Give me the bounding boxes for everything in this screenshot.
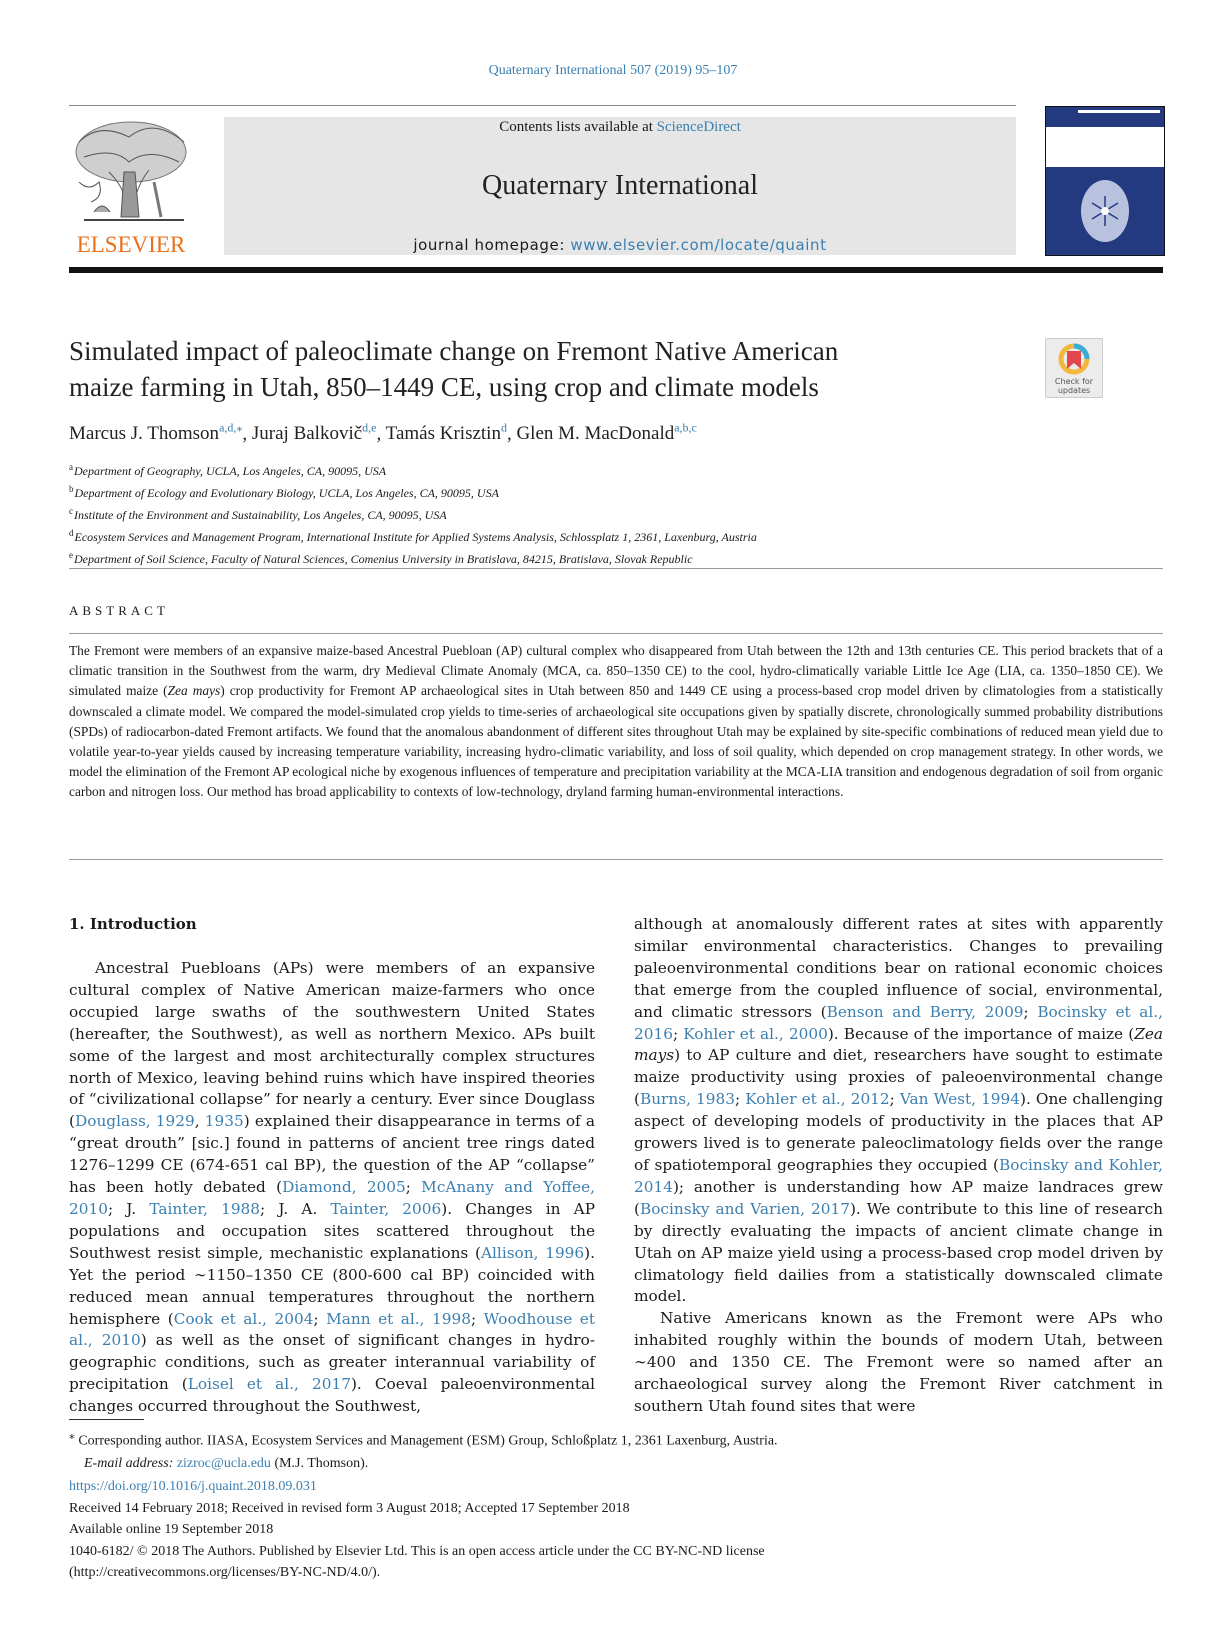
citation-link[interactable]: Mann et al., 1998 xyxy=(326,1309,471,1328)
citation-link[interactable]: Burns, 1983 xyxy=(639,1090,735,1109)
divider xyxy=(69,568,1163,569)
footnote xyxy=(69,1425,778,1475)
author[interactable]: Glen M. MacDonald$^{a,b,c}$ xyxy=(516,421,697,445)
svg-text:updates: updates xyxy=(1057,386,1091,395)
elsevier-wordmark: ELSEVIER xyxy=(76,232,186,257)
citation-link[interactable]: McAnany and Yoffee, 2010 xyxy=(69,1178,596,1218)
affiliation-item: $^c$Institute of the Environment and Sustainability, Los Angeles, CA, 90095, USA xyxy=(69,506,447,522)
body-column-left xyxy=(69,958,595,1418)
license-line-2[interactable]: (http://creativecommons.org/licenses/BY-NC-ND/4.0/). xyxy=(69,1565,381,1580)
citation-link[interactable]: Benson and Berry, 2009 xyxy=(826,1002,1024,1021)
author-list: Marcus J. Thomson$^{a,d,⁎}$, Juraj Balkovič$^{d,e}$, Tamás Krisztin$^d$, Glen M. MacDonald$^{a,b,c}$ xyxy=(69,421,697,445)
paragraph: Native Americans known as the Fremont were APs who inhabited roughly within the bounds of modern Utah, between ∼400 and 1350 CE. The Fremont were so named after an archaeological survey along the Fremont River catchment in southern Utah found sites that were xyxy=(634,1309,1163,1415)
contents-line xyxy=(224,119,1016,136)
inqua-seal-icon xyxy=(1081,180,1129,242)
divider xyxy=(69,859,1163,860)
affiliation-item: $^a$Department of Geography, UCLA, Los Angeles, CA, 90095, USA xyxy=(69,462,387,478)
homepage-prefix: journal homepage: xyxy=(413,236,571,254)
elsevier-tree-icon xyxy=(69,112,194,257)
received-dates: Received 14 February 2018; Received in revised form 3 August 2018; Accepted 17 September 2018 xyxy=(69,1500,630,1516)
citation-link[interactable]: Van West, 1994 xyxy=(899,1090,1020,1109)
title-line-2: maize farming in Utah, 850–1449 CE, using crop and climate models xyxy=(69,372,819,402)
header-thick-divider xyxy=(69,267,1163,273)
divider xyxy=(69,633,1163,634)
svg-text:Check for: Check for xyxy=(1054,377,1094,386)
citation-link[interactable]: Bocinsky et al., 2016 xyxy=(634,1002,1163,1043)
top-divider xyxy=(69,105,1016,106)
cover-title-band xyxy=(1046,127,1164,167)
paragraph: Ancestral Puebloans (APs) were members of an expansive cultural complex of Native American maize-farmers who once occupied large swaths of the southwestern United States (hereafter, the Southwest), as well as northern Mexico. APs built some of the largest and most architecturally complex structures north of Mexico, leaving behind ruins which have inspired theories of “civilizational collapse” for nearly a century. Ever since Douglass (Douglass, 1929, 1935) explained their disappearance in terms of a “great drouth” [sic.] found in patterns of ancient tree rings dated 1276–1299 CE (674-651 cal BP), the question of the AP “collapse” has been hotly debated (Diamond, 2005; McAnany and Yoffee, 2010; J. Tainter, 1988; J. A. Tainter, 2006). Changes in AP populations and occupation sites scattered throughout the Southwest resist simple, mechanistic explanations (Allison, 1996). Yet the period ∼1150–1350 CE (800-600 cal BP) coincided with reduced mean annual temperatures throughout the northern hemisphere (Cook et al., 2004; Mann et al., 1998; Woodhouse et al., 2010) as well as the onset of significant changes in hydro-geographic conditions, such as greater interannual variability of precipitation (Loisel et al., 2017). Coeval paleoenvironmental changes occurred throughout the Southwest, xyxy=(69,959,596,1416)
citation-link[interactable]: Bocinsky and Kohler, 2014 xyxy=(634,1155,1163,1196)
corresponding-author-note: ⁎ Corresponding author. IIASA, Ecosystem Services and Management (ESM) Group, Schloßplatz 1, 2361 Laxenburg, Austria. xyxy=(69,1429,778,1449)
license-line-1: 1040-6182/ © 2018 The Authors. Published by Elsevier Ltd. This is an open access article under the CC BY-NC-ND license xyxy=(69,1543,765,1559)
citation-link[interactable]: Tainter, 1988 xyxy=(149,1199,261,1218)
homepage-link[interactable]: www.elsevier.com/locate/quaint xyxy=(570,236,827,254)
citation-link[interactable]: Bocinsky and Varien, 2017 xyxy=(639,1199,850,1218)
body-column-right xyxy=(634,914,1163,1418)
citation-link[interactable]: Allison, 1996 xyxy=(480,1243,585,1262)
title-line-1: Simulated impact of paleoclimate change on Fremont Native American xyxy=(69,336,839,366)
check-for-updates-button[interactable] xyxy=(1045,338,1103,398)
contents-prefix: Contents lists available at xyxy=(499,119,657,135)
affiliation-item: $^d$Ecosystem Services and Management Program, International Institute for Applied Systems Analysis, Schlossplatz 1, 2361, Laxenburg, Austria xyxy=(69,528,757,544)
email-line: E-mail address: zizroc@ucla.edu (M.J. Thomson). xyxy=(84,1455,369,1471)
citation-link[interactable]: Woodhouse et al., 2010 xyxy=(69,1309,595,1350)
article-title xyxy=(69,333,969,405)
section-heading-introduction: 1. Introduction xyxy=(69,915,197,933)
citation-link[interactable]: Kohler et al., 2000 xyxy=(683,1024,828,1043)
author[interactable]: Juraj Balkovič$^{d,e}$ xyxy=(251,421,377,445)
author-affiliation-marks[interactable]: a,d,⁎ xyxy=(219,421,243,435)
doi-link[interactable]: https://doi.org/10.1016/j.quaint.2018.09.031 xyxy=(69,1479,317,1494)
publication-info xyxy=(69,1476,765,1584)
abstract-body: The Fremont were members of an expansive maize-based Ancestral Puebloan (AP) cultural complex who disappeared from Utah between the 12th and 13th centuries CE. This period brackets that of a climatic transition in the Southwest from the warm, dry Medieval Climate Anomaly (MCA, ca. 850–1350 CE) to the cool, hydro-climatically variable Little Ice Age (LIA, ca. 1350–1850 CE). We simulated maize (Zea mays) crop productivity for Fremont AP archaeological sites in Utah between 850 and 1449 CE using a process-based crop model driven by climatologies from a statistically downscaled a climate model. We compared the model-simulated crop yields to time-series of archaeological site occupations given by spatially discrete, chronologically summed probability distributions (SPDs) of radiocarbon-dated Fremont artifacts. We found that the anomalous abandonment of different sites throughout Utah may be explained by site-specific combinations of reduced mean yield due to volatile year-to-year yields caused by increasing temperature variability, increasing hydro-climatic variability, and loss of soil quality, which depended on crop management strategy. In other words, we model the elimination of the Fremont AP ecological niche by exogenous influences of temperature and precipitation variability at the MCA-LIA transition and endogenous degradation of soil from organic carbon and nitrogen loss. Our method has broad applicability to contexts of low-technology, dryland farming human-environmental interactions. xyxy=(69,643,1164,800)
paragraph: although at anomalously different rates at sites with apparently similar environmental characteristics. Changes to prevailing paleoenvironmental conditions bear on rational economic choices that emerge from the coupled influence of social, environmental, and climatic stressors (Benson and Berry, 2009; Bocinsky et al., 2016; Kohler et al., 2000). Because of the importance of maize (Zea mays) to AP culture and diet, researchers have sought to estimate maize productivity using proxies of paleoenvironmental change (Burns, 1983; Kohler et al., 2012; Van West, 1994). One challenging aspect of developing models of productivity in the places that AP growers lived is to generate paleoclimatology fields over the range of spatiotemporal geographies they occupied (Bocinsky and Kohler, 2014); another is understanding how AP maize landraces grew (Bocinsky and Varien, 2017). We contribute to this line of research by directly evaluating the impacts of ancient climate change in Utah on AP maize yield using a process-based crop model driven by climatology field dailies from a statistically downscaled climate model. xyxy=(634,915,1163,1306)
available-online: Available online 19 September 2018 xyxy=(69,1522,274,1537)
citation-link[interactable]: Kohler et al., 2012 xyxy=(745,1090,890,1109)
journal-cover-thumbnail[interactable] xyxy=(1045,106,1165,256)
sciencedirect-link[interactable]: ScienceDirect xyxy=(656,119,741,135)
author[interactable]: Tamás Krisztin$^d$ xyxy=(385,421,507,445)
elsevier-logo[interactable] xyxy=(69,112,194,257)
cover-stripe xyxy=(1078,110,1160,113)
citation-link[interactable]: Diamond, 2005 xyxy=(282,1178,406,1197)
citation-link[interactable]: 1935 xyxy=(204,1112,244,1131)
email-link[interactable]: zizroc@ucla.edu xyxy=(176,1455,271,1471)
affiliations xyxy=(69,458,757,568)
footnote-divider xyxy=(69,1419,144,1420)
author-affiliation-marks[interactable]: d,e xyxy=(362,421,377,435)
citation-link[interactable]: Douglass, 1929 xyxy=(74,1112,195,1131)
citation-link[interactable]: Loisel et al., 2017 xyxy=(187,1375,351,1394)
author-affiliation-marks[interactable]: d xyxy=(500,421,507,435)
affiliation-item: $^e$Department of Soil Science, Faculty of Natural Sciences, Comenius University in Bratislava, 84215, Bratislava, Slovak Republic xyxy=(69,550,693,566)
citation-link[interactable]: Tainter, 2006 xyxy=(330,1199,442,1218)
journal-name: Quaternary International xyxy=(482,170,758,201)
author-affiliation-marks[interactable]: a,b,c xyxy=(674,421,697,435)
crossmark-icon xyxy=(1046,339,1102,397)
affiliation-item: $^b$Department of Ecology and Evolutionary Biology, UCLA, Los Angeles, CA, 90095, USA xyxy=(69,484,499,500)
journal-homepage xyxy=(224,236,1016,254)
citation-link[interactable]: Cook et al., 2004 xyxy=(173,1309,314,1328)
abstract-heading: ABSTRACT xyxy=(69,603,169,618)
author[interactable]: Marcus J. Thomson$^{a,d,⁎}$ xyxy=(69,421,243,445)
journal-reference-link[interactable]: Quaternary International 507 (2019) 95–107 xyxy=(488,63,738,78)
